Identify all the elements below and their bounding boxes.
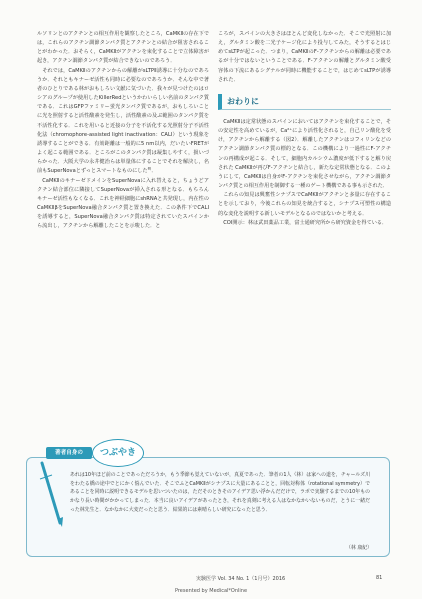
section-heading: おわりに xyxy=(218,94,391,110)
reference-mark: 8) xyxy=(147,166,152,171)
pencil-icon xyxy=(36,459,66,529)
body-paragraph: ころが，スパインの大きさはほとんど変化しなかった．そこで光照射に加え，グルタミン酸を二光子ケージ化により投与してみた，そうするとはじめてsLTPが起こった．つまり，CaMKⅡのF-アクチンからの解離は必要であるが十分ではないということである．F-アクチンの解離とグルタミン酸受容体の下流にあるシグナルが同時に機能することで，はじめてsLTPが誘導された． xyxy=(218,31,391,83)
presented-by: Presented by Medical*Online xyxy=(174,588,248,594)
body-paragraph: これらの知見は興奮性シナプスでCaMKⅡがアクチンと多量に存在することを示しており，今後これらの知見を統合すると，シナプス可塑性の構造的な変化を説明する新しいモデルとなるのではないかと考える． xyxy=(218,192,391,217)
tsubuyaki-label: 著者自身の xyxy=(46,447,92,459)
page-number: 81 xyxy=(376,575,383,581)
tsubuyaki-title: つぶやき xyxy=(92,439,144,467)
journal-citation: 実験医学 Vol. 34 No. 1（1月号）2016 xyxy=(196,576,286,582)
body-paragraph: ルソリンとのアクチンとの相互作用を観察したところ，CaMKⅡの存在下では，これらのアクチン調節タンパク質とアクチンとの結合が阻害されることがわかった．おそらく，CaMKⅡがアクチンを束化することで立体障害が起き，アクチン調節タンパク質が結合できないのであろう． xyxy=(37,31,209,65)
body-paragraph: CaMKⅡは定常状態のスパインにおいてはアクチンを束化することで，その安定性を高めているが，Ca²⁺により活性化されると，自己リン酸化を受け，アクチンから解離する（図2）．解離したアクチンはコフィリンなどのアクチン調節タンパク質の標的となる．この機構により一過性にF-アクチンの再構成が起こる．そして，細胞内カルシウム濃度が低下すると解り戻された CaMKⅡが再びF-アクチンと結合し，新たな定常状態となる．このようにして，CaMKⅡは自身がF-アクチンを束化させながら，アクチン調節タンパク質との相互作用を制御する一種のゲート機構である事も示された． xyxy=(218,118,391,190)
tsubuyaki-text: あれは10年ほど前のことであっただろうか，もう季節も覚えていないが，真夏であった．筆者の1人（林）は家への道を，チャールズ川をわたる橋の途中でとにかく悩んでいた．そこでふとCaMKⅡがシナプスに大量にあることと，回転対称体（rotational symmetry）であることを同時に説明できるモデルを思いついたのは，ただそのときそのアイデア思い浮かんだだけで，ラボで実験するまでの10年ものかなり長い時間がかかってしまった．本当に良いアイデアがあったとき，それを真剣に考える人はなかなかいないものだ，とうに一緒だった林先生と．なかなかに大変だったと思う．結果的には素晴らしい研究になったと思う． xyxy=(70,472,370,513)
body-paragraph: COI開示：林は武田薬品工業，富士通研究所から研究資金を得ている． xyxy=(223,219,388,226)
body-paragraph: それでは，CaMKⅡのアクチンからの解離がsLTPⅡ誘導に十分なのであろうか．それともキナーゼ活性も同時に必要なのであろうか．そんな中で著者のひとりである林がおもしろい文献に気づいた．我々が見つけたのはロシアのグループが使用したKillerRedというかわいらしい名前のタンパク質である．これはGFPファミリー蛍光タンパク質であるが，おもしろいことに光を照射すると活性酸素を発生し，活性酸素の及ぶ範囲のタンパク質を不活性化する．これを用いると近接の分子を不活化する光照射分子不活性化法（chromophore-assisted light inactivation：CALI）という現象を誘導することができる．有効距離は一般的に5 nm以内，だいたいFRETがよく起こる範囲である．ところがこのタンパク質は凝集しやすく，扱いづらかった．大阪大学の永井健治らは単量体にすることでそれを解決し，名前もSuperNovaとずっとスマートなものにした$^{8)}$． xyxy=(37,67,209,175)
tsubuyaki-signature: （林 康紀） xyxy=(345,545,372,551)
left-column xyxy=(37,30,209,231)
right-column xyxy=(218,30,391,228)
body-paragraph: CaMKⅡのキナーゼドメインをSuperNovaに入れ替えると，ちょうどアクチン結合部位に隣接してSuperNovaが挿入される形となる．もちろんキナーゼ活性もなくなる．これを神経細胞にshRNAと共発現し，内在性のCaMKⅡβをSuperNova融合タンパク質と置き換えた．この条件下でCALIを誘導すると，SuperNova融合タンパク質は特定されていたスパインから流出し，アクチンから解離したことを示唆した．と xyxy=(37,177,209,230)
tsubuyaki-box xyxy=(18,437,398,564)
